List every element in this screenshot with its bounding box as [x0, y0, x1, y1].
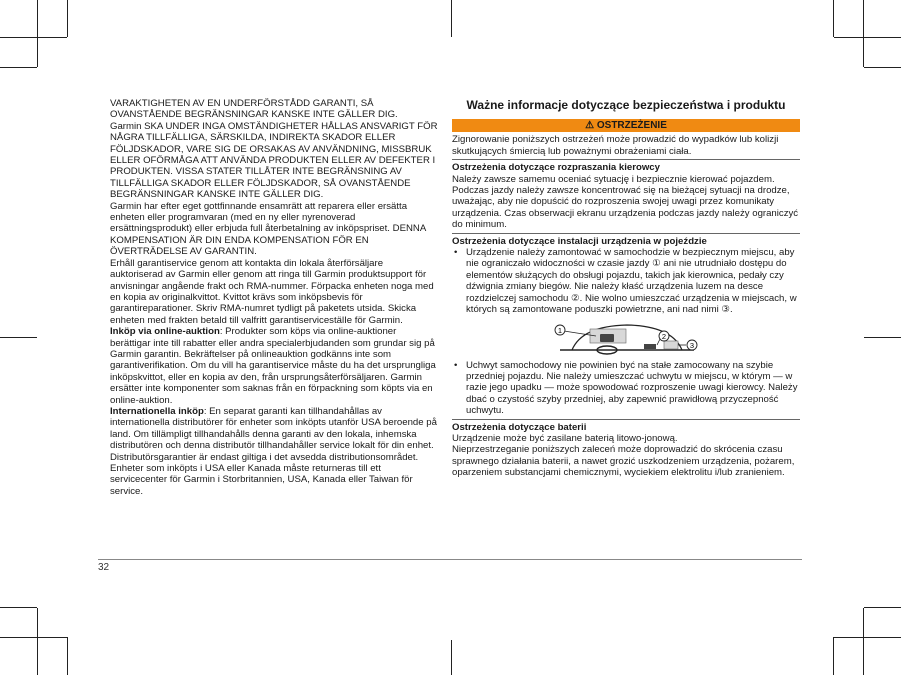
- divider: [452, 233, 800, 234]
- crop-mark: [834, 637, 901, 638]
- crop-mark: [451, 640, 452, 675]
- crop-mark: [0, 637, 67, 638]
- crop-mark: [833, 637, 834, 675]
- crop-mark: [864, 337, 901, 338]
- divider: [452, 419, 800, 420]
- divider: [452, 159, 800, 160]
- subsection-heading: Ostrzeżenia dotyczące rozpraszania kierowcy: [452, 162, 660, 174]
- list-item: [452, 360, 800, 417]
- section-title: Ważne informacje dotyczące bezpieczeństwa i produktu: [466, 98, 786, 112]
- list-item-text: Uchwyt samochodowy nie powinien być na stałe zamocowany na szybie przedniej pojazdu. Nie należy umieszczać uchwytu w miejscu, w którym — w razie jego upadku — może spowodować rozproszenie uwagi kierowcy. Należy dbać o czystość szyby przedniej, aby zapewnić prawidłową przyczepność uchwytu.: [466, 359, 798, 417]
- crop-mark: [451, 0, 452, 37]
- crop-mark: [37, 0, 38, 67]
- crop-mark: [864, 607, 901, 608]
- subsection-heading: Ostrzeżenia dotyczące baterii: [452, 421, 587, 433]
- warranty-paragraph: [110, 406, 438, 497]
- callout-label: 1: [557, 325, 563, 335]
- crop-mark: [863, 0, 864, 67]
- safety-column: [452, 98, 800, 479]
- callout-label: 3: [689, 340, 695, 350]
- warranty-column: [110, 98, 438, 497]
- warning-banner: ⚠ OSTRZEŻENIE: [452, 119, 800, 132]
- bullet-icon: •: [454, 247, 458, 259]
- crop-mark: [0, 67, 37, 68]
- crop-mark: [863, 608, 864, 675]
- warranty-paragraph: [110, 326, 438, 406]
- warranty-paragraph: Garmin har efter eget gottfinnande ensamrätt att reparera eller ersätta enheten eller programvaran (med en ny eller nyrenoverad ersättningsprodukt) eller erbjuda full återbetalning av inköpspriset. DENNA KOMPENSATION ÄR DIN ENDA KOMPENSATION FÖR EN ÖVERTRÄDELSE AV GARANTIN.: [110, 200, 426, 258]
- crop-mark: [0, 37, 67, 38]
- body-paragraph: Nieprzestrzeganie poniższych zaleceń może doprowadzić do skrócenia czasu sprawnego działania baterii, a nawet grozić uszkodzeniem urządzenia, pożarem, oparzeniem substancjami chemicznymi, wyciekiem elektrolitu i/lub zranieniem.: [452, 444, 795, 479]
- warranty-paragraph: Erhåll garantiservice genom att kontakta din lokala återförsäljare auktoriserad av Garmin eller genom att ringa till Garmin produktsupport för anvisningar angående frakt och RMA-nummer. Förpacka enheten noga med en kopia av originalkvittot. Kvittot krävs som inköpsbevis för garantireparationer. Skriv RMA-numret tydligt på paketets utsida. Skicka enheten med frakten betald till valfritt garantiservicestälIe för Garmin.: [110, 257, 434, 326]
- paragraph-heading: Internationella inköp: [110, 405, 204, 417]
- list-item-text: Urządzenie należy zamontować w samochodzie w bezpiecznym miejscu, aby nie ograniczało widoczności w czasie jazdy ① ani nie utrudniało dostępu do elementów służących do obsługi pojazdu, takich jak kierownica, pedały czy dźwignia zmiany biegów. Nie należy kłaść urządzenia luzem na desce rozdzielczej samochodu ②. Nie wolno umieszczać urządzenia w miejscach, w których są zamontowane poduszki powietrzne, ani nad nimi ③.: [466, 247, 797, 316]
- crop-mark: [864, 67, 901, 68]
- dash-device-icon: [644, 344, 656, 349]
- list-item: [452, 247, 800, 315]
- crop-mark: [37, 608, 38, 675]
- bullet-icon: •: [454, 359, 458, 371]
- warranty-paragraph: VARAKTIGHETEN AV EN UNDERFÖRSTÅDD GARANTI, SÅ OVANSTÅENDE BEGRÄNSNINGAR KANSKE INTE GÄLLER DIG.: [110, 98, 398, 121]
- body-paragraph: Urządzenie może być zasilane baterią litowo-jonową.: [452, 432, 678, 444]
- subsection-heading: Ostrzeżenia dotyczące instalacji urządzenia w pojeździe: [452, 235, 707, 247]
- page-number: 32: [98, 562, 110, 573]
- windshield-mount-diagram: [552, 320, 702, 356]
- body-paragraph: Należy zawsze samemu oceniać sytuację i bezpiecznie kierować pojazdem. Podczas jazdy należy zawsze koncentrować się na bieżącej sytuacji na drodze, uważając, aby nie dopuścić do rozproszenia swojej uwagi przez komunikaty urządzenia. Czas obserwacji ekranu urządzenia podczas jazdy należy ograniczyć do minimum.: [452, 173, 799, 231]
- warning-intro: Zignorowanie poniższych ostrzeżeń może prowadzić do wypadków lub kolizji skutkujących śmiercią lub poważnymi obrażeniami ciała.: [452, 134, 779, 157]
- crop-mark: [67, 0, 68, 37]
- airbag-zone-icon: [664, 341, 678, 349]
- crop-mark: [0, 337, 37, 338]
- crop-mark: [833, 0, 834, 37]
- warranty-paragraph: Garmin SKA UNDER INGA OMSTÄNDIGHETER HÅLLAS ANSVARIGT FÖR NÅGRA TILLFÄLLIGA, SÄRSKILDA, INDIREKTA SKADOR ELLER FÖLJDSKADOR, VARE SIG DE ORSAKAS AV ANVÄNDNING, MISSBRUK ELLER OFÖRMÅGA ATT ANVÄNDA PRODUKTEN ELLER AV DEFEKTER I PRODUKTEN. VISSA STATER TILLÅTER INTE BEGRÄNSNING AV TILLFÄLLIGA SKADOR ELLER FÖLJDSKADOR, SÅ OVANSTÅENDE BEGRÄNSNINGAR KANSKE INTE GÄLLER DIG.: [110, 120, 438, 201]
- paragraph-heading: Inköp via online-auktion: [110, 326, 220, 338]
- callout-label: 2: [661, 331, 667, 341]
- crop-mark: [67, 637, 68, 675]
- footer-rule: [98, 559, 802, 560]
- paragraph-body: : Produkter som köps via online-auktioner berättigar inte till rabatter eller andra specialerbjudanden som grundar sig på Garmin garantin. Bekräftelser på onlineauktion godkänns inte som garantiverifikation. Om du vill ha garantiservice måste du ha det ursprungliga inköpskvittot, eller en kopia av den, från ursprungsåterförsäljaren. Garmin ersätter inte komponenter som saknas från en förpackning som köpts via en online-auktion.: [110, 326, 436, 406]
- paragraph-body: : En separat garanti kan tillhandahållas av internationella distributörer för enheter som inköpts utanför USA beroende på land. Om tillämpligt tillhandahålls denna garanti av den lokala, inhemska distributören och denna distributör tillhandahåller service lokalt för din enhet. Distributörsgarantier är endast giltiga i det avsedda distributionsområdet. Enheter som inköpts i USA eller Kanada måste returneras till ett servicecenter för Garmin i Storbritannien, USA, Kanada eller Taiwan för service.: [110, 405, 437, 497]
- crop-mark: [834, 37, 901, 38]
- device-icon: [600, 334, 614, 342]
- crop-mark: [0, 607, 37, 608]
